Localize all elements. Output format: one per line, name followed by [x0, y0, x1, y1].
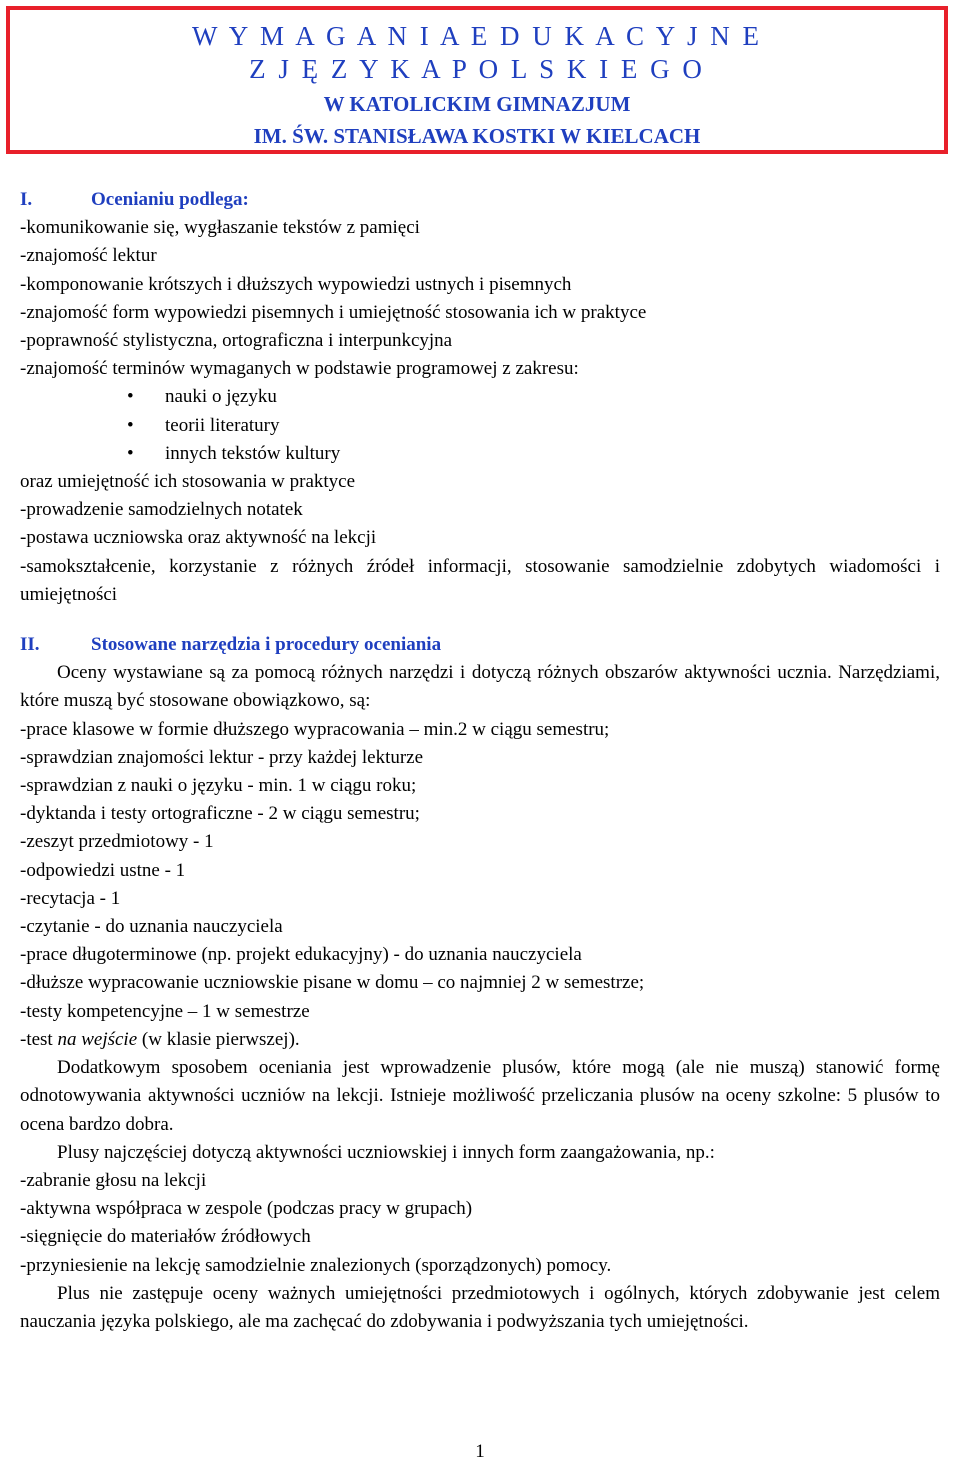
list-item: -czytanie - do uznania nauczyciela: [20, 916, 283, 938]
page-number: 1: [475, 1441, 485, 1462]
list-item: -prace długoterminowe (np. projekt edukacyjny) - do uznania nauczyciela: [20, 944, 582, 966]
list-item: -znajomość terminów wymaganych w podstawie programowej z zakresu:: [20, 358, 579, 380]
test-suffix: (w klasie pierwszej).: [137, 1028, 300, 1050]
bullet-item: • teorii literatury: [20, 412, 940, 440]
test-prefix: -test: [20, 1028, 58, 1050]
list-item: -znajomość form wypowiedzi pisemnych i umiejętność stosowania ich w praktyce: [20, 301, 647, 323]
list-item: -przyniesienie na lekcję samodzielnie znalezionych (sporządzonych) pomocy.: [20, 1254, 612, 1276]
list-item: -aktywna współpraca w zespole (podczas pracy w grupach): [20, 1198, 473, 1220]
list-item: oraz umiejętność ich stosowania w praktyce: [20, 471, 356, 493]
section-2-title: Stosowane narzędzia i procedury oceniania: [91, 634, 442, 656]
bullet-item: • nauki o języku: [20, 383, 940, 411]
list-item: -komunikowanie się, wygłaszanie tekstów z pamięci: [20, 217, 420, 239]
list-item: [20, 1026, 940, 1054]
paragraph: Oceny wystawiane są za pomocą różnych narzędzi i dotyczą różnych obszarów aktywności ucznia. Narzędziami, które muszą być stosowane obowiązkowo, są:: [20, 662, 940, 712]
list-item: -sprawdzian z nauki o języku - min. 1 w ciągu roku;: [20, 775, 417, 797]
list-item: -samokształcenie, korzystanie z różnych źródeł informacji, stosowanie samodzielnie zdobytych wiadomości i umiejętności: [20, 555, 940, 605]
list-item: -odpowiedzi ustne - 1: [20, 859, 186, 881]
title-line-2: Z J Ę Z Y K A P O L S K I E G O: [249, 54, 705, 84]
document-body: [20, 186, 940, 1336]
list-item: -dyktanda i testy ortograficzne - 2 w ciągu semestru;: [20, 803, 420, 825]
list-item: -poprawność stylistyczna, ortograficzna i interpunkcyjna: [20, 330, 453, 352]
list-item: -sięgnięcie do materiałów źródłowych: [20, 1226, 311, 1248]
test-italic: na wejście: [57, 1028, 138, 1050]
list-item: -sprawdzian znajomości lektur - przy każdej lekturze: [20, 746, 424, 768]
list-item: -prowadzenie samodzielnych notatek: [20, 499, 303, 521]
title-line-3: W KATOLICKIM GIMNAZJUM: [323, 92, 631, 116]
bullet-item: • innych tekstów kultury: [20, 440, 940, 468]
title-line-4: IM. ŚW. STANISŁAWA KOSTKI W KIELCACH: [253, 124, 701, 148]
section-2-number: II.: [20, 634, 40, 656]
title-box: [6, 6, 948, 154]
list-item: -dłuższe wypracowanie uczniowskie pisane w domu – co najmniej 2 w semestrze;: [20, 972, 645, 994]
paragraph: Plusy najczęściej dotyczą aktywności uczniowskiej i innych form zaangażowania, np.:: [57, 1141, 715, 1163]
paragraph: Plus nie zastępuje oceny ważnych umiejętności przedmiotowych i ogólnych, których zdobywanie jest celem nauczania języka polskiego, ale ma zachęcać do zdobywania i podwyższania tych umiejętności.: [20, 1282, 940, 1332]
list-item: -recytacja - 1: [20, 887, 121, 909]
section-1-title: Ocenianiu podlega:: [91, 189, 249, 210]
list-item: -postawa uczniowska oraz aktywność na lekcji: [20, 527, 377, 549]
list-item: -prace klasowe w formie dłuższego wypracowania – min.2 w ciągu semestru;: [20, 718, 610, 740]
list-item: -znajomość lektur: [20, 245, 157, 267]
list-item: -komponowanie krótszych i dłuższych wypowiedzi ustnych i pisemnych: [20, 273, 572, 295]
section-1-heading: [20, 186, 940, 214]
list-item: -zabranie głosu na lekcji: [20, 1169, 207, 1191]
list-item: -zeszyt przedmiotowy - 1: [20, 831, 214, 853]
paragraph: Dodatkowym sposobem oceniania jest wprowadzenie plusów, które mogą (ale nie muszą) stanowić formę odnotowywania aktywności uczniów na lekcji. Istnieje możliwość przeliczania plusów na oceny szkolne: 5 plusów to ocena bardzo dobra.: [20, 1057, 940, 1135]
section-1-number: I.: [20, 189, 33, 210]
section-2-heading: [20, 631, 940, 659]
title-line-1: W Y M A G A N I A E D U K A C Y J N E: [191, 21, 763, 51]
list-item: -testy kompetencyjne – 1 w semestrze: [20, 1000, 310, 1022]
